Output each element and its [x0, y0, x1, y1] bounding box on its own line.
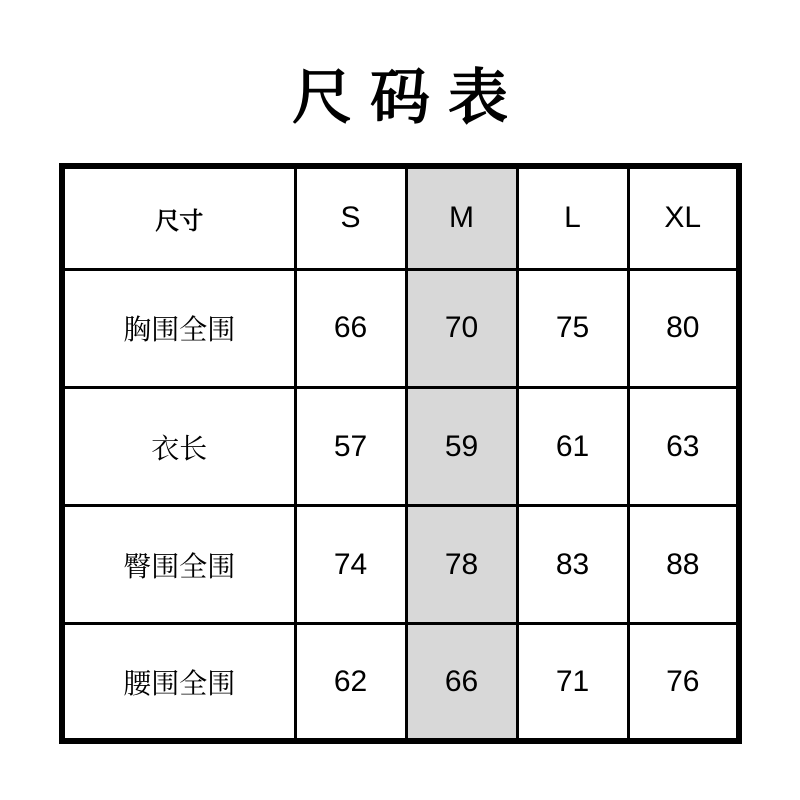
- table-cell: 88: [628, 506, 736, 624]
- table-cell: 62: [295, 624, 406, 738]
- size-chart-table: [59, 163, 742, 744]
- size-header-m: M: [406, 169, 517, 269]
- table-cell: 66: [406, 624, 517, 738]
- table-row: [65, 269, 736, 387]
- row-label-hip: 臀围全围: [65, 506, 295, 624]
- header-label-cell: 尺寸: [65, 169, 295, 269]
- table-cell: 59: [406, 388, 517, 506]
- table-row: [65, 624, 736, 738]
- table-cell: 78: [406, 506, 517, 624]
- row-label-chest: 胸围全围: [65, 269, 295, 387]
- table-row: [65, 388, 736, 506]
- row-label-waist: 腰围全围: [65, 624, 295, 738]
- table-cell: 71: [517, 624, 628, 738]
- table-cell: 74: [295, 506, 406, 624]
- table-cell: 83: [517, 506, 628, 624]
- table-cell: 70: [406, 269, 517, 387]
- table-row: [65, 506, 736, 624]
- table-cell: 63: [628, 388, 736, 506]
- table-cell: 80: [628, 269, 736, 387]
- size-header-s: S: [295, 169, 406, 269]
- size-header-l: L: [517, 169, 628, 269]
- table-cell: 61: [517, 388, 628, 506]
- table-header-row: [65, 169, 736, 269]
- table-cell: 75: [517, 269, 628, 387]
- size-header-xl: XL: [628, 169, 736, 269]
- page-title: 尺码表: [292, 63, 526, 133]
- row-label-length: 衣长: [65, 388, 295, 506]
- table-cell: 57: [295, 388, 406, 506]
- table-cell: 76: [628, 624, 736, 738]
- table-cell: 66: [295, 269, 406, 387]
